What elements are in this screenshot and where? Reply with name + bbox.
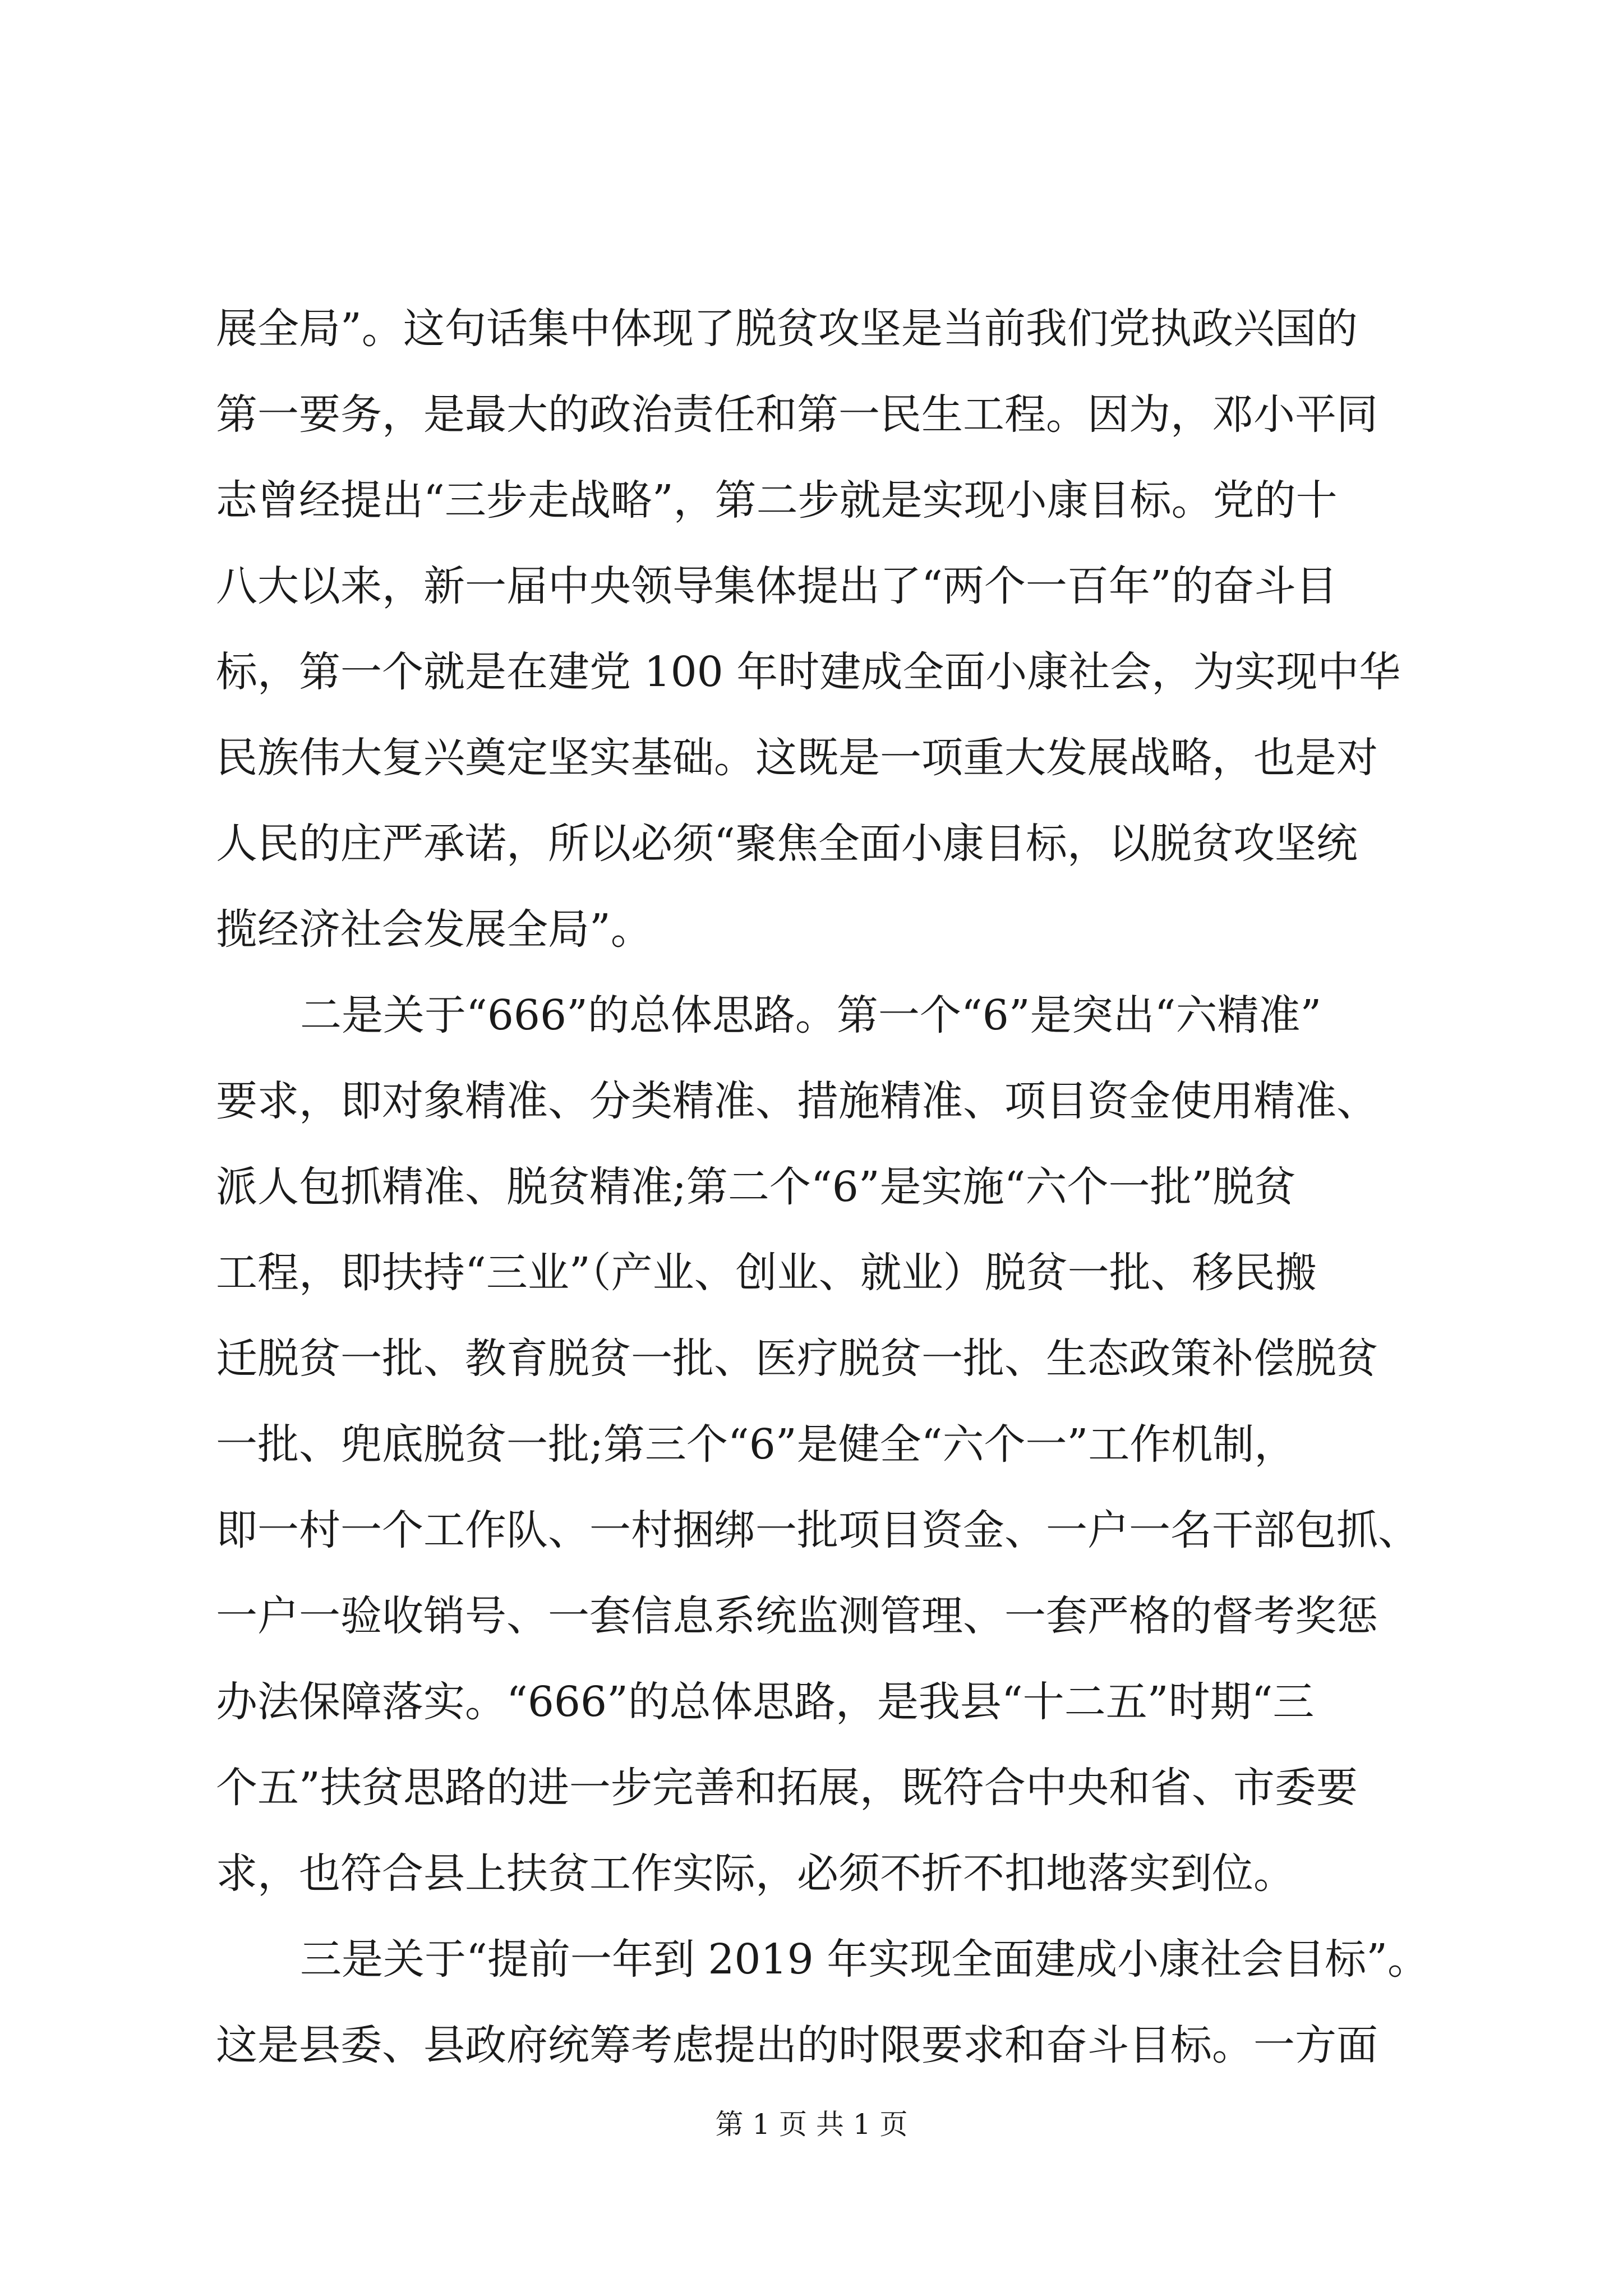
text-line-14: 一批、兜底脱贫一批;第三个“6”是健全“六个一”工作机制，: [216, 1420, 1296, 1469]
text-line-4: 八大以来，新一届中央领导集体提出了“两个一百年”的奋斗目: [216, 562, 1338, 610]
text-line-16: 一户一验收销号、一套信息系统监测管理、一套严格的督考奖惩: [216, 1592, 1378, 1640]
text-line-6: 民族伟大复兴奠定坚实基础。这既是一项重大发展战略，也是对: [216, 734, 1378, 782]
text-line-2: 第一要务，是最大的政治责任和第一民生工程。因为，邓小平同: [216, 390, 1378, 439]
text-line-12: 工程，即扶持“三业”（产业、创业、就业）脱贫一批、移民搬: [216, 1249, 1317, 1297]
text-line-8: 揽经济社会发展全局”。: [216, 905, 652, 954]
text-line-7: 人民的庄严承诺，所以必须“聚焦全面小康目标，以脱贫攻坚统: [216, 820, 1358, 868]
page-footer: 第 1 页 共 1 页: [715, 2108, 908, 2141]
text-line-10: 要求，即对象精准、分类精准、措施精准、项目资金使用精准、: [216, 1077, 1378, 1125]
text-line-20: 三是关于“提前一年到 2019 年实现全面建成小康社会目标”。: [300, 1935, 1430, 1984]
text-line-11: 派人包抓精准、脱贫精准;第二个“6”是实施“六个一批”脱贫: [216, 1163, 1296, 1211]
text-line-21: 这是县委、县政府统筹考虑提出的时限要求和奋斗目标。一方面: [216, 2021, 1378, 2069]
text-line-19: 求，也符合县上扶贫工作实际，必须不折不扣地落实到位。: [216, 1849, 1295, 1898]
text-line-3: 志曾经提出“三步走战略”，第二步就是实现小康目标。党的十: [216, 476, 1338, 524]
text-line-9: 二是关于“666”的总体思路。第一个“6”是突出“六精准”: [300, 991, 1322, 1039]
text-line-18: 个五”扶贫思路的进一步完善和拓展，既符合中央和省、市委要: [216, 1764, 1358, 1812]
text-line-13: 迁脱贫一批、教育脱贫一批、医疗脱贫一批、生态政策补偿脱贫: [216, 1335, 1378, 1383]
text-line-1: 展全局”。这句话集中体现了脱贫攻坚是当前我们党执政兴国的: [216, 305, 1358, 353]
text-line-15: 即一村一个工作队、一村捆绑一批项目资金、一户一名干部包抓、: [216, 1506, 1419, 1554]
text-line-5: 标，第一个就是在建党 100 年时建成全面小康社会，为实现中华: [216, 648, 1401, 696]
text-line-17: 办法保障落实。“666”的总体思路，是我县“十二五”时期“三: [216, 1678, 1315, 1726]
